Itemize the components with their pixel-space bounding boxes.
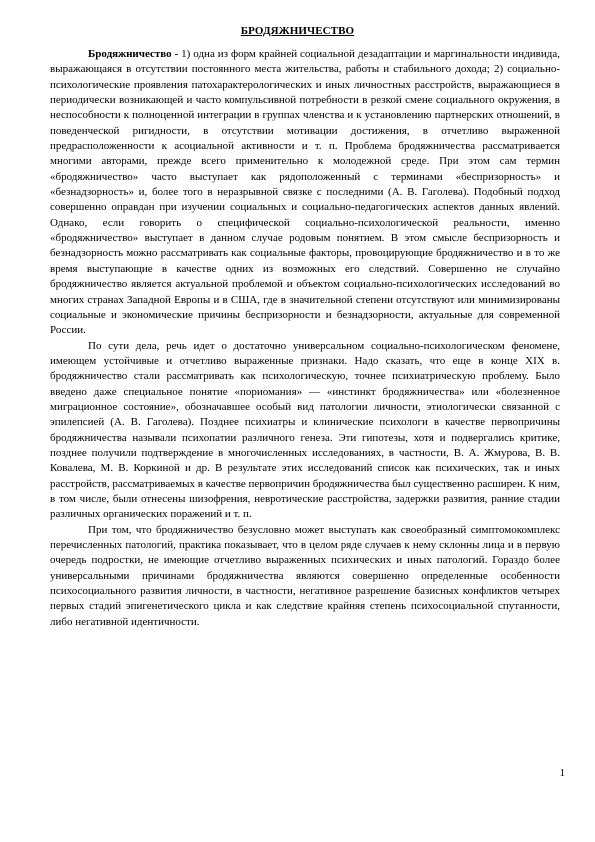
paragraph-causes: При том, что бродяжничество безусловно может выступать как своеобразный симптомокомплекс перечисленных патологий, практика показывает, что в целом ряде случаев к нему склонны лица и в первую очередь подростки, не имеющие отчетливо выраженных психических и иных патологий. Гораздо более универсальными причинами бродяжничества являются совершенно определенные особенности психосоциального развития личности, в частности, негативное разрешение базисных конфликтов четырех первых стадий эпигенетического цикла и как следствие крайняя степень психосоциальной спутанности, либо негативной идентичности. [50,523,560,628]
page-number: 1 [559,767,565,779]
paragraph-text: - 1) одна из форм крайней социальной дезадаптации и маргинальности индивида, выражающаяся в отсутствии постоянного места жительства, работы и стабильного дохода; 2) социально-психологические проявления патохарактерологических и иных личностных расстройств, выражающиеся в периодически возникающей и часто компульсивной потребности в резкой смене социального окружения, в неспособности к полноценной интеграции в группах членства и к установлению партнерских отношений, в поведенческой ригидности, в отсутствии мотивации достижения, в отчетливо выраженной предрасположенности к асоциальной активности и т. п. Проблема бродяжничества рассматривается многими авторами, прежде всего применительно к молодежной среде. При этом сам термин «бродяжничество» часто выступает как рядоположенный с терминами «беспризорность» и «безнадзорность» и, более того в неразрывной связке с последними (А. В. Гаголева). Подобный подход совершенно оправдан при изучении социальных и социально-педагогических аспектов данных явлений. Однако, если говорить о специфической социально-психологической реальности, именно «бродяжничество» выступает в данном случае родовым понятием. В этом смысле беспризорность и безнадзорность можно рассматривать как социальные факторы, провоцирующие бродяжничество и в то же время выступающие в качестве одних из возможных его следствий. Совершенно не случайно бродяжничество является актуальной проблемой и объектом социально-психологических исследований во многих странах Западной Европы и в США, где в значительной степени отсутствуют или минимизированы социальные и экономические причины беспризорности и безнадзорности, актуальные для современной России. [50,48,560,337]
paragraph-definition [50,47,560,339]
page-title: БРОДЯЖНИЧЕСТВО [240,25,355,37]
term-heading: Бродяжничество [88,48,172,60]
paragraph-history: По сути дела, речь идет о достаточно универсальном социально-психологическом феномене, имеющем устойчивые и отчетливо выраженные признаки. Надо сказать, что еще в конце XIX в. бродяжничество стали рассматривать как психологическую, точнее психиатрическую проблему. Было введено даже специальное понятие «пориомания» — «инстинкт бродяжничества» или «болезненное миграционное состояние», обозначавшее особый вид патологии личности, этиологически связанной с эпилепсией (А. В. Гаголева). Позднее психиатры и клинические психологи в качестве первопричины бродяжничества называли психопатии различного генеза. Эти гипотезы, хотя и подвергались критике, позднее получили подтверждение в многочисленных исследованиях, в частности, В. А. Жмурова, В. В. Ковалева, М. В. Коркиной и др. В результате этих исследований список как психических, так и иных расстройств, рассматриваемых в качестве первопричин бродяжничества был существенно расширен. К ним, в том числе, были отнесены шизофрения, невротические расстройства, задержки развития, ранние стадии различных органических поражений и т. п. [50,339,560,521]
document-body [50,47,560,630]
